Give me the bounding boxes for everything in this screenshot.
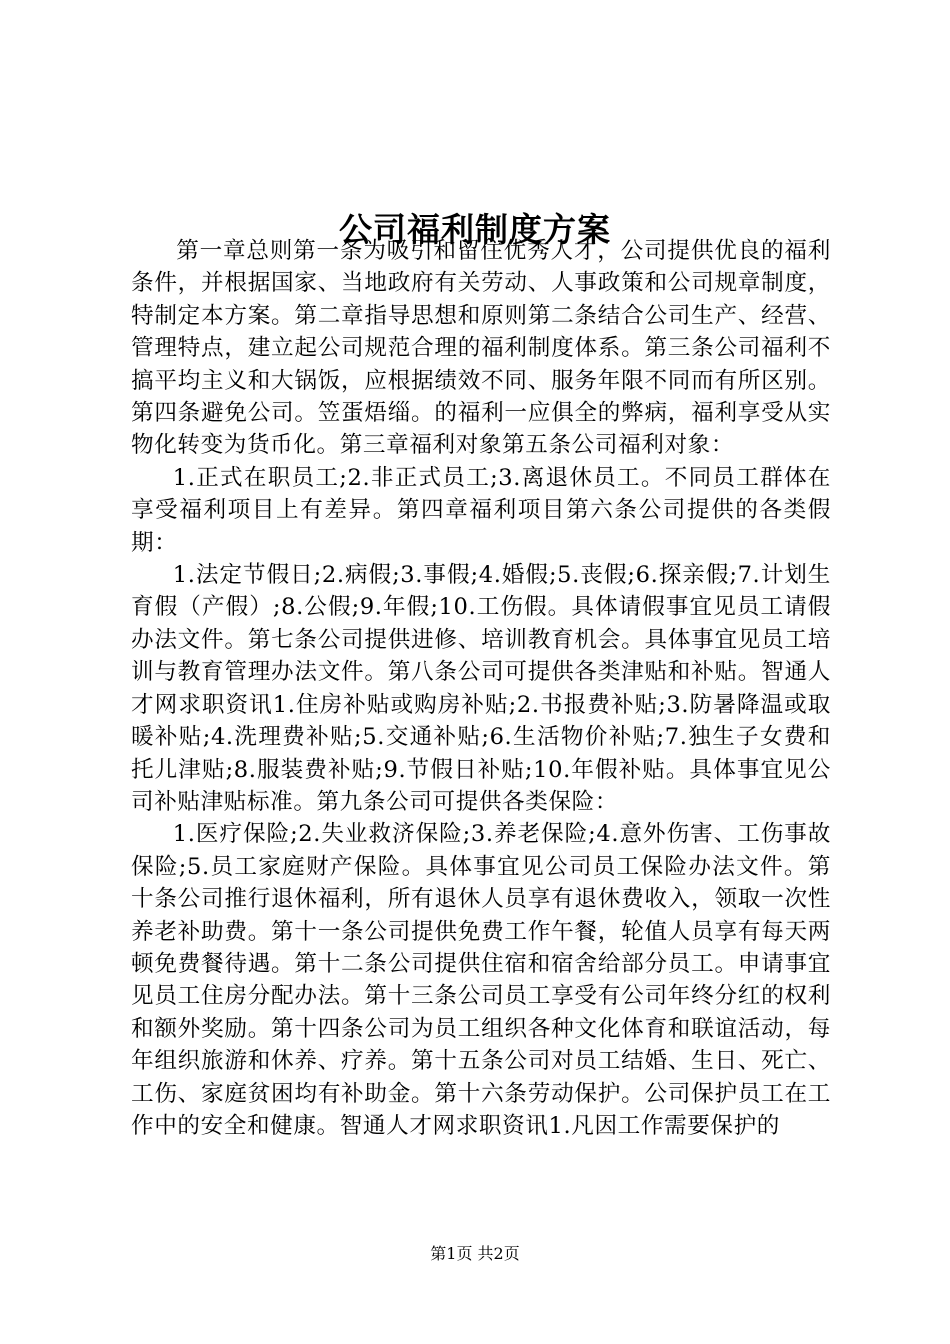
- document-body: [131, 235, 831, 1142]
- paragraph-general-provisions: 第一章总则第一条为吸引和留住优秀人才，公司提供优良的福利条件，并根据国家、当地政府有关劳动、人事政策和公司规章制度，特制定本方案。第二章指导思想和原则第二条结合公司生产、经营、管理特点，建立起公司规范合理的福利制度体系。第三条公司福利不搞平均主义和大锅饭，应根据绩效不同、服务年限不同而有所区别。第四条避免公司。笠蛋焐缁。的福利一应俱全的弊病，福利享受从实物化转变为货币化。第三章福利对象第五条公司福利对象：: [131, 238, 831, 459]
- page-footer: 第1页 共2页: [430, 1244, 520, 1263]
- paragraph-insurance-and-benefits: 1.医疗保险;2.失业救济保险;3.养老保险;4.意外伤害、工伤事故保险;5.员工家庭财产保险。具体事宜见公司员工保险办法文件。第十条公司推行退休福利，所有退休人员享有退休费收入，领取一次性养老补助费。第十一条公司提供免费工作午餐，轮值人员享有每天两顿免费餐待遇。第十二条公司提供住宿和宿舍给部分员工。申请事宜见员工住房分配办法。第十三条公司员工享受有公司年终分红的权利和额外奖励。第十四条公司为员工组织各种文化体育和联谊活动，每年组织旅游和休养、疗养。第十五条公司对员工结婚、生日、死亡、工伤、家庭贫困均有补助金。第十六条劳动保护。公司保护员工在工作中的安全和健康。智通人才网求职资讯1.凡因工作需要保护的: [131, 821, 831, 1139]
- paragraph-welfare-recipients: 1.正式在职员工;2.非正式员工;3.离退休员工。不同员工群体在享受福利项目上有差异。第四章福利项目第六条公司提供的各类假期：: [131, 464, 831, 556]
- document-title: 公司福利制度方案: [339, 210, 611, 250]
- paragraph-leave-and-subsidies: 1.法定节假日;2.病假;3.事假;4.婚假;5.丧假;6.探亲假;7.计划生育假（产假）;8.公假;9.年假;10.工伤假。具体请假事宜见员工请假办法文件。第七条公司提供进修、培训教育机会。具体事宜见员工培训与教育管理办法文件。第八条公司可提供各类津贴和补贴。智通人才网求职资讯1.住房补贴或购房补贴;2.书报费补贴;3.防暑降温或取暖补贴;4.洗理费补贴;5.交通补贴;6.生活物价补贴;7.独生子女费和托儿津贴;8.服装费补贴;9.节假日补贴;10.年假补贴。具体事宜见公司补贴津贴标准。第九条公司可提供各类保险：: [131, 562, 831, 815]
